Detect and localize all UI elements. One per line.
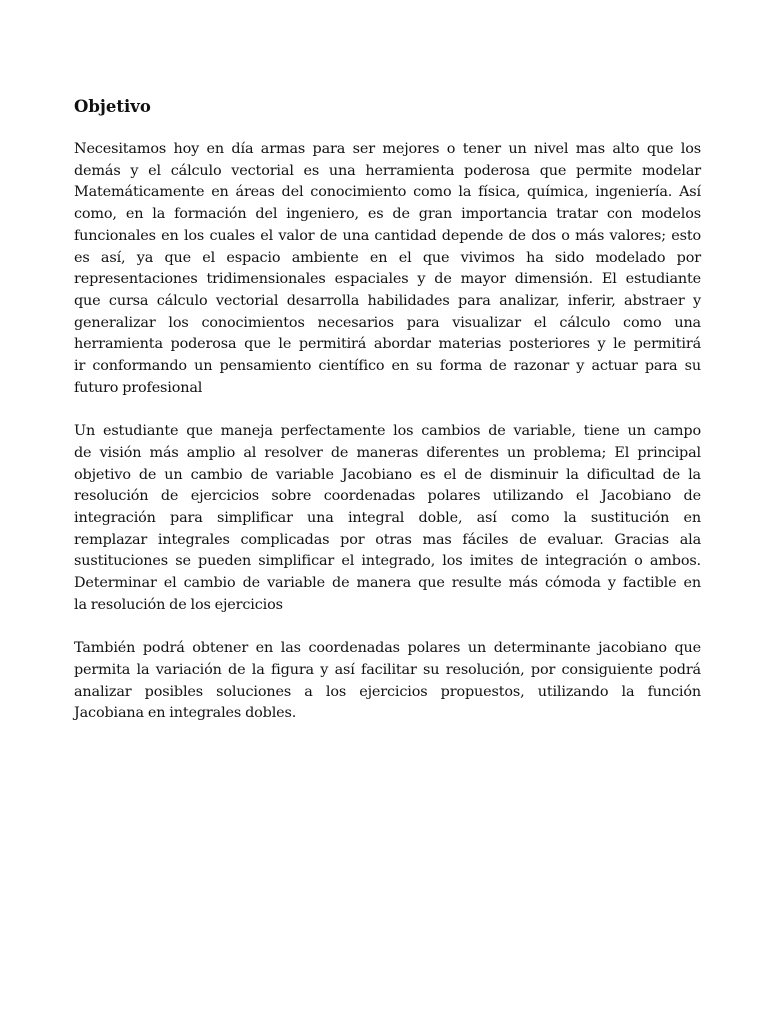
section-heading: Objetivo	[74, 97, 151, 116]
paragraph-1	[74, 139, 701, 399]
paragraph-line: resolución de ejercicios sobre coordenadas polares utilizando el Jacobiano de	[74, 488, 701, 505]
paragraph-line: Determinar el cambio de variable de manera que resulte más cómoda y factible en	[74, 575, 701, 592]
paragraph-line: permita la variación de la figura y así facilitar su resolución, por consiguiente podrá	[74, 661, 701, 678]
paragraph-line: generalizar los conocimientos necesarios para visualizar el cálculo como una	[74, 314, 701, 331]
paragraph-line: funcionales en los cuales el valor de una cantidad depende de dos o más valores; esto	[74, 227, 701, 244]
paragraph-line: analizar posibles soluciones a los ejercicios propuestos, utilizando la función	[74, 683, 701, 700]
paragraph-line: ir conformando un pensamiento científico en su forma de razonar y actuar para su	[74, 358, 701, 375]
paragraph-line: futuro profesional	[74, 379, 203, 396]
paragraph-line: de visión más amplio al resolver de maneras diferentes un problema; El principal	[74, 444, 701, 461]
paragraph-line: integración para simplificar una integral doble, así como la sustitución en	[74, 509, 701, 526]
paragraph-2	[74, 421, 701, 616]
paragraph-line: Necesitamos hoy en día armas para ser mejores o tener un nivel mas alto que los	[74, 141, 701, 157]
paragraph-line: Matemáticamente en áreas del conocimiento como la física, química, ingeniería. Así	[74, 184, 701, 201]
paragraph-line: Jacobiana en integrales dobles.	[74, 705, 297, 722]
paragraph-line: remplazar integrales complicadas por otras mas fáciles de evaluar. Gracias ala	[74, 531, 701, 548]
paragraph-line: sustituciones se pueden simplificar el integrado, los imites de integración o ambos.	[74, 553, 701, 570]
paragraph-line: como, en la formación del ingeniero, es de gran importancia tratar con modelos	[74, 206, 701, 223]
paragraph-line: representaciones tridimensionales espaciales y de mayor dimensión. El estudiante	[74, 271, 701, 288]
paragraph-line: la resolución de los ejercicios	[74, 596, 283, 613]
paragraph-line: herramienta poderosa que le permitirá abordar materias posteriores y le permitirá	[74, 336, 701, 353]
paragraph-line: Un estudiante que maneja perfectamente los cambios de variable, tiene un campo	[74, 423, 701, 440]
paragraph-line: objetivo de un cambio de variable Jacobiano es el de disminuir la dificultad de la	[74, 466, 701, 483]
paragraph-line: demás y el cálculo vectorial es una herramienta poderosa que permite modelar	[74, 162, 701, 179]
paragraph-line: que cursa cálculo vectorial desarrolla habilidades para analizar, inferir, abstraer y	[74, 292, 701, 309]
document-body	[74, 96, 701, 747]
paragraph-line: es así, ya que el espacio ambiente en el que vivimos ha sido modelado por	[74, 249, 701, 266]
paragraph-line: También podrá obtener en las coordenadas polares un determinante jacobiano que	[74, 640, 701, 657]
paragraph-3	[74, 638, 701, 725]
